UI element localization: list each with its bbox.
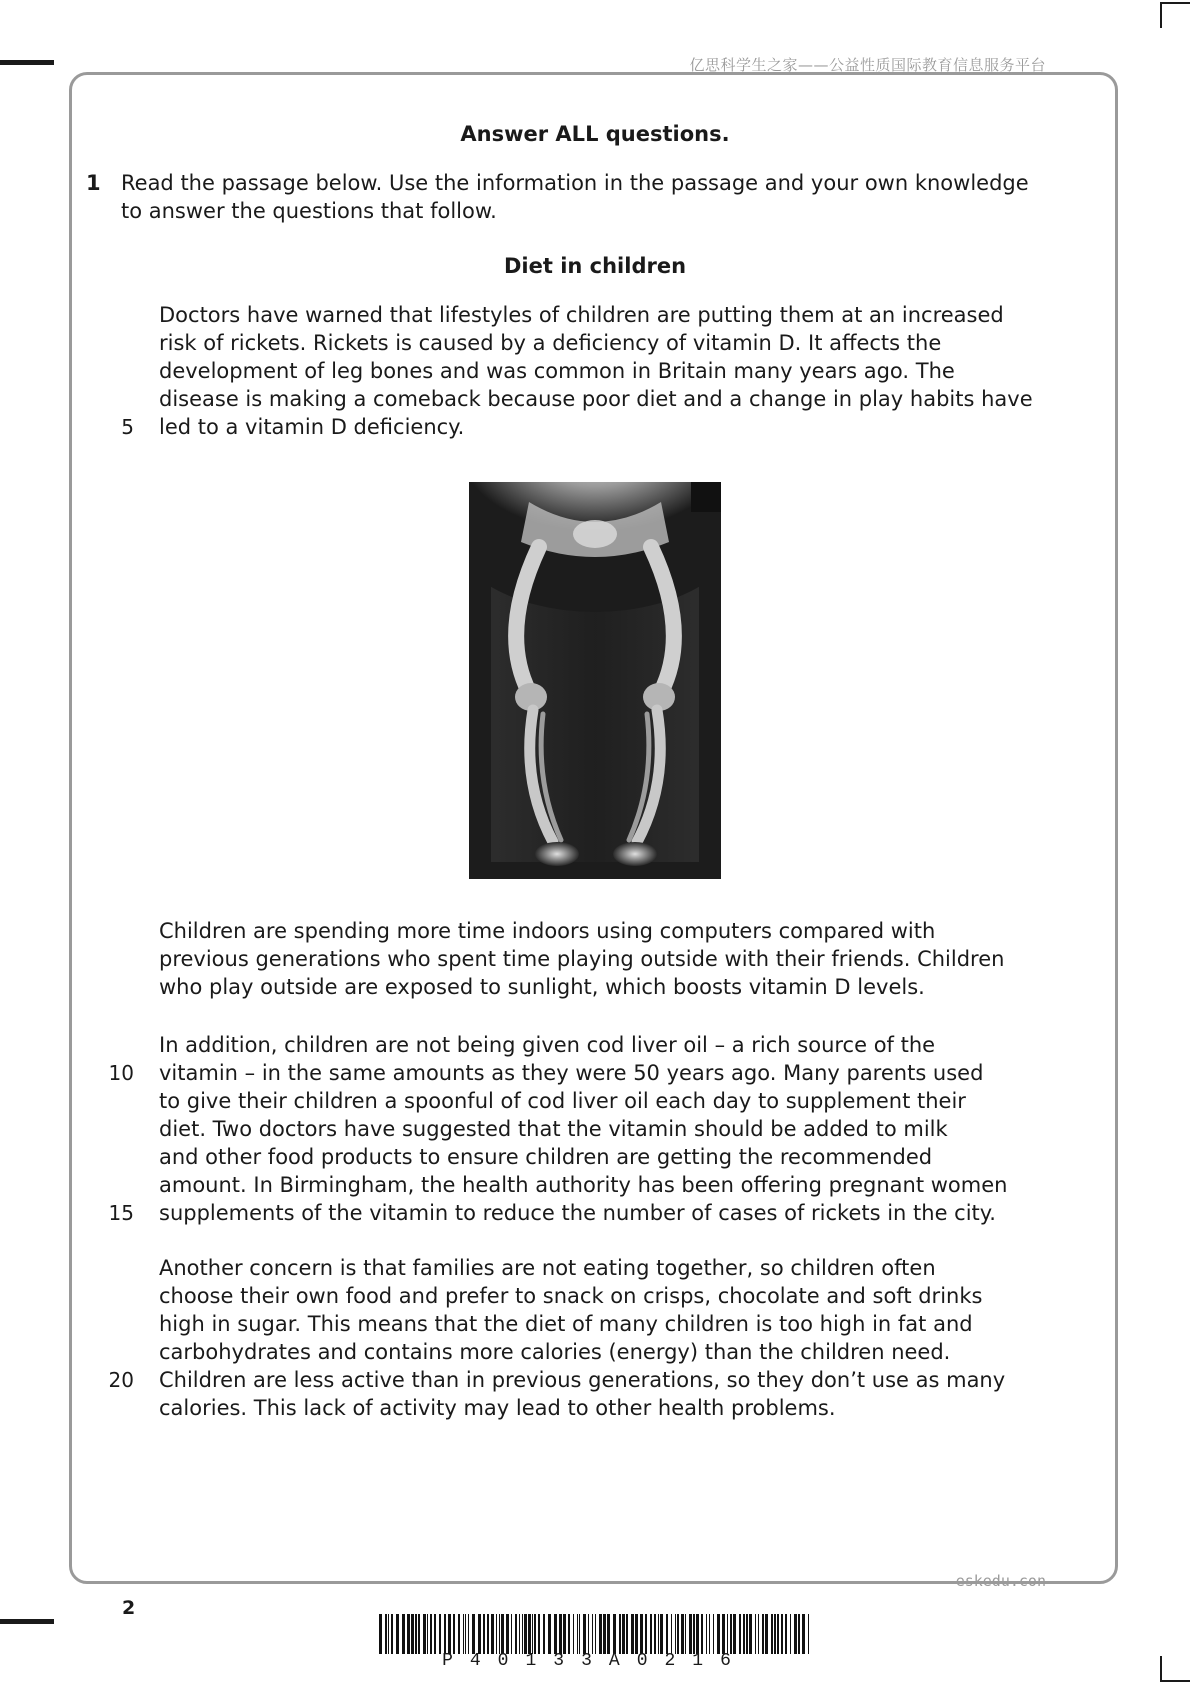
barcode-bar (487, 1614, 489, 1654)
barcode-bar (385, 1614, 387, 1654)
passage-line: high in sugar. This means that the diet of many children is too high in fat and (159, 1312, 973, 1336)
barcode-bar (749, 1614, 752, 1654)
line-number-15: 15 (108, 1201, 134, 1225)
barcode-bar (671, 1614, 672, 1654)
passage-paragraph-1 (159, 301, 1033, 441)
barcode-bar (448, 1614, 451, 1654)
barcode-bar (746, 1614, 748, 1654)
barcode-bar (583, 1614, 586, 1654)
barcode-bar (709, 1614, 710, 1654)
barcode-bar (577, 1614, 578, 1654)
barcode-bar (613, 1614, 616, 1654)
passage-line: diet. Two doctors have suggested that the vitamin should be added to milk (159, 1117, 948, 1141)
barcode-bar (573, 1614, 574, 1654)
passage-line: choose their own food and prefer to snack on crisps, chocolate and soft drinks (159, 1284, 983, 1308)
barcode-bar (402, 1614, 405, 1654)
barcode-bar (743, 1614, 745, 1654)
barcode-bar (465, 1614, 466, 1654)
barcode-bar (758, 1614, 759, 1654)
barcode-bar (411, 1614, 414, 1654)
line-number-5: 5 (121, 415, 134, 439)
barcode-bar (519, 1614, 520, 1654)
question-text (121, 169, 1029, 225)
barcode-bar (717, 1614, 720, 1654)
barcode-bar (631, 1614, 634, 1654)
barcode-bar (524, 1614, 527, 1654)
barcode-bar (418, 1614, 420, 1654)
barcode-bar (430, 1614, 432, 1654)
passage-line: who play outside are exposed to sunlight, which boosts vitamin D levels. (159, 975, 925, 999)
barcode-bar (599, 1614, 602, 1654)
passage-line: risk of rickets. Rickets is caused by a deficiency of vitamin D. It affects the (159, 331, 942, 355)
barcode-bar (622, 1614, 625, 1654)
barcode-bar (391, 1614, 393, 1654)
crop-mark-bottom-right-v (1160, 1656, 1162, 1682)
footer-watermark: eskedu.con (955, 1572, 1046, 1590)
barcode-bar (453, 1614, 455, 1654)
barcode-bar (681, 1614, 684, 1654)
barcode-bar (515, 1614, 517, 1654)
passage-line: carbohydrates and contains more calories (energy) than the children need. (159, 1340, 951, 1364)
passage-paragraph-3 (159, 1031, 1008, 1227)
passage-line: Children are less active than in previous generations, so they don’t use as many (159, 1368, 1006, 1392)
barcode-bar (645, 1614, 647, 1654)
crop-mark-top-right-h (1160, 2, 1190, 4)
barcode-bar (696, 1614, 699, 1654)
passage-line: calories. This lack of activity may lead to other health problems. (159, 1396, 836, 1420)
barcode-bar (491, 1614, 494, 1654)
barcode-bar (654, 1614, 656, 1654)
barcode-bar (733, 1614, 736, 1654)
barcode-bar (739, 1614, 741, 1654)
passage-line: In addition, children are not being given cod liver oil – a rich source of the (159, 1033, 936, 1057)
barcode-bar (588, 1614, 589, 1654)
barcode-bar (554, 1614, 557, 1654)
barcode-bar (511, 1614, 512, 1654)
barcode-bar (548, 1614, 551, 1654)
barcode-bar (727, 1614, 728, 1654)
barcode-bar (427, 1614, 428, 1654)
barcode-bar (478, 1614, 481, 1654)
barcode-bar (483, 1614, 485, 1654)
barcode-bar (730, 1614, 732, 1654)
barcode-bar (675, 1614, 676, 1654)
barcode-bar (635, 1614, 638, 1654)
passage-paragraph-2 (159, 917, 1005, 1001)
passage-line: to give their children a spoonful of cod liver oil each day to supplement their (159, 1089, 966, 1113)
crop-mark-bottom-left (0, 1619, 54, 1624)
passage-paragraph-4 (159, 1254, 1006, 1422)
header-watermark: 亿思科学生之家——公益性质国际教育信息服务平台 (689, 56, 1046, 74)
barcode-bar (790, 1614, 791, 1654)
crop-mark-bottom-right-h (1160, 1680, 1190, 1682)
barcode-bar (458, 1614, 460, 1654)
barcode-bar (423, 1614, 426, 1654)
barcode-bar (798, 1614, 800, 1654)
barcode-bar (685, 1614, 686, 1654)
barcode-graphic (379, 1614, 811, 1654)
passage-line: amount. In Birmingham, the health authority has been offering pregnant women (159, 1173, 1008, 1197)
barcode-bar (808, 1614, 809, 1654)
barcode-bar (785, 1614, 787, 1654)
passage-line: led to a vitamin D deficiency. (159, 415, 465, 439)
barcode-bar (765, 1614, 768, 1654)
barcode-bar (626, 1614, 628, 1654)
crop-mark-top-right-v (1160, 2, 1162, 28)
barcode-bar (693, 1614, 695, 1654)
question-number: 1 (86, 171, 101, 195)
question-line: Read the passage below. Use the information in the passage and your own knowledge (121, 171, 1029, 195)
barcode-bar (388, 1614, 389, 1654)
barcode-bar (592, 1614, 593, 1654)
passage-line: supplements of the vitamin to reduce the number of cases of rickets in the city. (159, 1201, 996, 1225)
passage-line: development of leg bones and was common in Britain many years ago. The (159, 359, 955, 383)
barcode-bar (781, 1614, 783, 1654)
barcode-bar (771, 1614, 773, 1654)
barcode-bar (538, 1614, 540, 1654)
barcode-number: P40133A0216 (442, 1651, 748, 1671)
passage-line: Doctors have warned that lifestyles of children are putting them at an increased (159, 303, 1004, 327)
passage-line: Children are spending more time indoors using computers compared with (159, 919, 936, 943)
passage-line: vitamin – in the same amounts as they were 50 years ago. Many parents used (159, 1061, 984, 1085)
barcode-bar (532, 1614, 533, 1654)
rickets-xray-image (469, 482, 721, 879)
line-number-20: 20 (108, 1368, 134, 1392)
barcode-bar (444, 1614, 446, 1654)
barcode-bar (603, 1614, 606, 1654)
barcode-bar (802, 1614, 805, 1654)
barcode-bar (559, 1614, 562, 1654)
barcode-bar (499, 1614, 500, 1654)
barcode-bar (794, 1614, 797, 1654)
barcode-bar (522, 1614, 523, 1654)
barcode-bar (439, 1614, 441, 1654)
barcode-bar (407, 1614, 410, 1654)
barcode-bar (755, 1614, 756, 1654)
barcode-bar (415, 1614, 417, 1654)
passage-line: previous generations who spent time playing outside with their friends. Children (159, 947, 1005, 971)
barcode-bar (713, 1614, 714, 1654)
line-number-10: 10 (108, 1061, 134, 1085)
barcode-bar (595, 1614, 596, 1654)
passage-line: disease is making a comeback because poor diet and a change in play habits have (159, 387, 1033, 411)
barcode-bar (579, 1614, 580, 1654)
barcode-bar (568, 1614, 570, 1654)
barcode-bar (722, 1614, 725, 1654)
barcode-bar (496, 1614, 497, 1654)
barcode-bar (543, 1614, 545, 1654)
barcode-bar (563, 1614, 566, 1654)
barcode-bar (706, 1614, 707, 1654)
barcode-bar (506, 1614, 509, 1654)
barcode-bar (762, 1614, 764, 1654)
barcode-bar (701, 1614, 703, 1654)
barcode-bar (463, 1614, 464, 1654)
barcode-bar (434, 1614, 436, 1654)
barcode-bar (660, 1614, 663, 1654)
barcode-bar (689, 1614, 692, 1654)
barcode-bar (607, 1614, 610, 1654)
question-line: to answer the questions that follow. (121, 199, 497, 223)
barcode-bar (774, 1614, 776, 1654)
barcode-bar (472, 1614, 475, 1654)
barcode-bar (396, 1614, 399, 1654)
crop-mark-top-left (0, 60, 54, 65)
passage-line: and other food products to ensure children are getting the recommended (159, 1145, 933, 1169)
passage-title: Diet in children (503, 254, 687, 278)
barcode-bar (379, 1614, 382, 1654)
barcode-bar (501, 1614, 504, 1654)
barcode-bar (468, 1614, 469, 1654)
barcode-bar (619, 1614, 621, 1654)
barcode-bar (666, 1614, 668, 1654)
barcode-bar (650, 1614, 652, 1654)
page-number: 2 (122, 1597, 136, 1619)
barcode-bar (534, 1614, 536, 1654)
barcode-bar (777, 1614, 779, 1654)
instruction-heading: Answer ALL questions. (460, 122, 730, 146)
barcode-bar (528, 1614, 531, 1654)
barcode-bar (677, 1614, 679, 1654)
barcode-bar (640, 1614, 643, 1654)
barcode-bar (658, 1614, 659, 1654)
passage-line: Another concern is that families are not eating together, so children often (159, 1256, 936, 1280)
